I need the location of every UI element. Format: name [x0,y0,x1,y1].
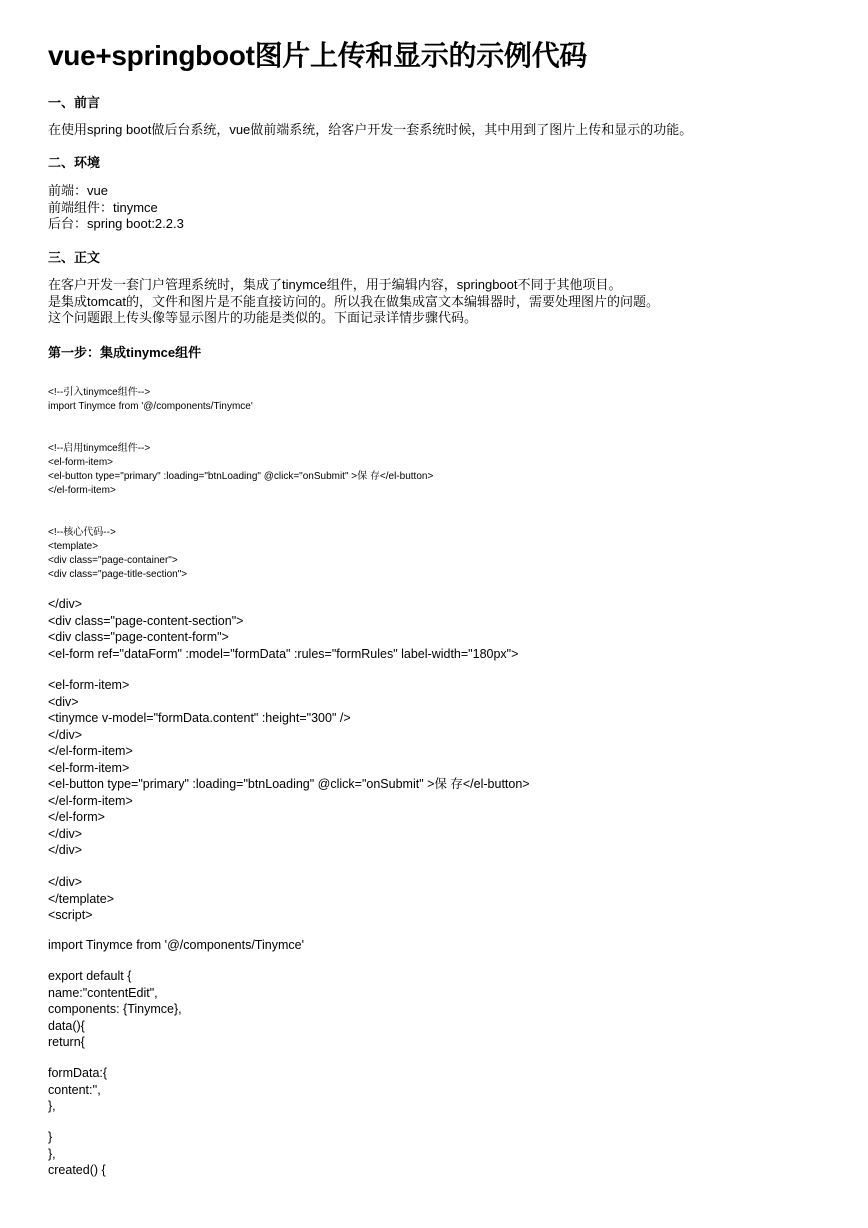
section-heading-preface: 一、前言 [48,95,101,110]
code-line: formData:{ [48,1066,108,1080]
code-line: </el-form-item> [48,744,133,758]
code-line: components: {Tinymce}, [48,1002,182,1016]
code-line: created() { [48,1163,106,1177]
code-block-d [48,937,304,954]
code-line: </el-form-item> [48,485,116,496]
code-line: </div> [48,843,83,857]
code-line: <div> [48,694,79,709]
code-line: <div class="page-container"> [48,555,178,566]
env-line: 前端：vue [48,183,108,198]
env-line: 后台：spring boot:2.2.3 [48,216,184,231]
main-line: 这个问题跟上传头像等显示图片的功能是类似的。下面记录详情步骤代码。 [48,310,478,325]
code-line: </template> [48,891,115,906]
code-line: data(){ [48,1018,85,1033]
page-title: vue+springboot图片上传和显示的示例代码 [48,40,587,71]
code-line: <div class="page-content-form"> [48,630,229,644]
code-line: <!--启用tinymce组件--> [48,443,151,454]
code-line: <!--核心代码--> [48,527,116,538]
code-line: return{ [48,1035,85,1049]
code-line: <el-form-item> [48,678,130,692]
step-heading: 第一步：集成tinymce组件 [48,345,202,360]
code-block-c [48,874,114,924]
code-line: <script> [48,908,93,922]
code-line: } [48,1130,53,1144]
main-line: 在客户开发一套门户管理系统时，集成了tinymce组件，用于编辑内容，springboot不同于其他项目。 [48,277,622,292]
code-line: </div> [48,597,83,611]
code-line: <el-button type="primary" :loading="btnLoading" @click="onSubmit" >保 存</el-button> [48,471,434,482]
code-block-enable [48,442,433,498]
code-line: <el-button type="primary" :loading="btnLoading" @click="onSubmit" >保 存</el-button> [48,777,530,791]
code-line: </div> [48,727,83,742]
environment-list [48,183,184,233]
code-block-import-comment [48,386,253,414]
main-line: 是集成tomcat的，文件和图片是不能直接访问的。所以我在做集成富文本编辑器时，需要处理图片的问题。 [48,293,660,309]
code-line: export default { [48,969,132,983]
code-line: </el-form> [48,810,105,824]
code-block-g [48,1129,106,1179]
section-heading-main: 三、正文 [48,250,101,265]
code-line: <el-form-item> [48,457,114,468]
code-line: <tinymce v-model="formData.content" :height="300" /> [48,711,351,725]
main-paragraphs [48,277,659,327]
code-line: <!--引入tinymce组件--> [48,387,151,398]
code-block-a [48,596,518,662]
code-line: content:'', [48,1082,101,1097]
code-block-f [48,1065,107,1115]
code-line: <div class="page-title-section"> [48,569,188,580]
env-line: 前端组件：tinymce [48,199,158,215]
code-line: }, [48,1099,56,1113]
code-line: name:"contentEdit", [48,985,158,1000]
code-block-e [48,968,182,1051]
code-line: </div> [48,826,83,841]
code-block-b [48,677,530,859]
code-line: </el-form-item> [48,793,133,808]
paragraph-preface: 在使用spring boot做后台系统，vue做前端系统，给客户开发一套系统时候，其中用到了图片上传和显示的功能。 [48,122,693,137]
code-line: <el-form-item> [48,760,130,775]
section-heading-environment: 二、环境 [48,155,101,170]
code-line: <template> [48,541,99,552]
code-line: }, [48,1146,56,1161]
code-line: import Tinymce from '@/components/Tinymce' [48,938,304,952]
code-line: <el-form ref="dataForm" :model="formData" :rules="formRules" label-width="180px"> [48,646,519,661]
code-line: import Tinymce from '@/components/Tinymce' [48,401,253,412]
code-line: <div class="page-content-section"> [48,613,244,628]
code-block-core [48,526,187,582]
code-line: </div> [48,875,83,889]
